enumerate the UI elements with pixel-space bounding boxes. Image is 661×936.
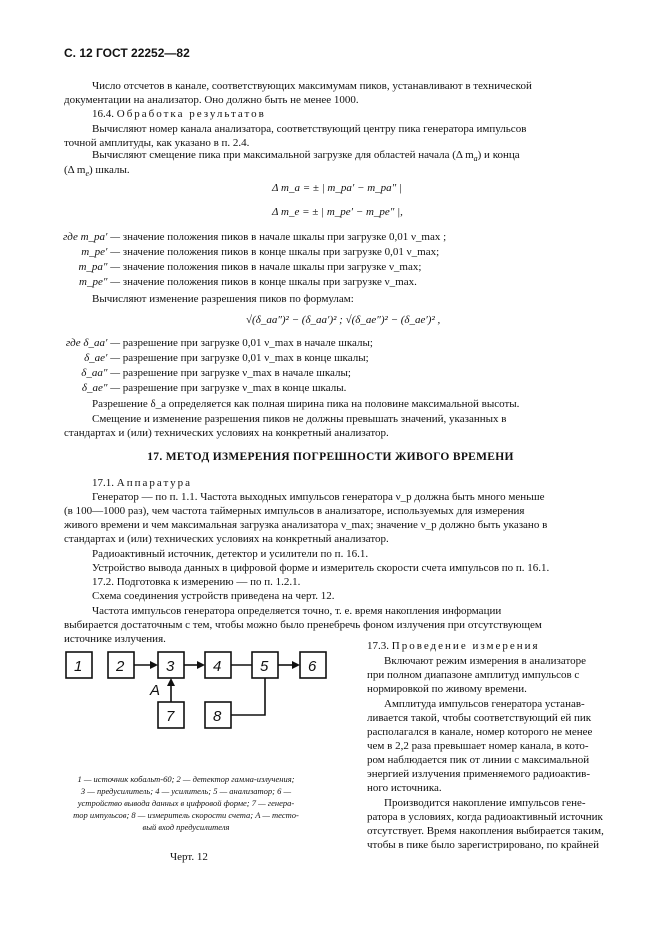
para-2-sub: a — [473, 154, 478, 164]
scheme-line: Схема соединения устройств приведена на черт. 12. — [92, 590, 335, 602]
arrowhead — [150, 661, 158, 669]
formula-delta-ma: Δ m_a = ± | m_pa′ − m_pa″ | — [272, 182, 403, 194]
def-desc: разрешение при загрузке ν_max в конце шкалы. — [122, 382, 347, 394]
def-term: m_pe″ — — [79, 276, 120, 288]
subsection-number: 16.4. — [92, 108, 114, 120]
subsection-number: 17.3. — [367, 640, 389, 652]
para-3: Вычисляют изменение разрешения пиков по формулам: — [92, 293, 354, 305]
def-item — [42, 275, 417, 289]
text-line: ливается такой, чтобы соответствующий ей пик — [367, 712, 592, 724]
intro-line-2: документации на анализатор. Оно должно быть не менее 1000. — [64, 94, 359, 106]
para-1-line-2: точной амплитуды, как указано в п. 2.4. — [64, 137, 250, 149]
subsection-17-1-heading — [92, 476, 192, 491]
para-5-line-2: стандартах и (или) технических условиях на конкретный анализатор. — [64, 427, 389, 439]
line-5-8 — [231, 678, 265, 715]
para-2b-sub: e — [85, 169, 89, 179]
connection-diagram — [60, 646, 350, 766]
legend-line: вый вход предусилителя — [142, 822, 230, 832]
intro-line-1: Число отсчетов в канале, соответствующих максимумам пиков, устанавливают в технической — [92, 80, 532, 92]
text-line: чем в 2,2 раза превышает номер канала, в кото- — [367, 740, 589, 752]
text-line: Включают режим измерения в анализаторе — [384, 655, 587, 667]
generator-line-4: стандартах и (или) технических условиях на конкретный анализатор. — [64, 533, 389, 545]
frequency-line-3: источнике излучения. — [64, 633, 166, 645]
source-line: Радиоактивный источник, детектор и усилители по п. 16.1. — [92, 548, 369, 560]
box-label: 4 — [213, 658, 222, 675]
text-line: чтобы в пике было зарегистрировано, по крайней — [367, 839, 600, 851]
def-item — [42, 260, 421, 274]
box-label: 1 — [74, 658, 83, 675]
para-2-text: Вычисляют смещение пика при максимальной загрузке для областей начала (Δ m — [92, 149, 474, 161]
text-line: отсутствует. Время накопления выбирается таким, — [367, 825, 604, 837]
generator-line-1: Генератор — по п. 1.1. Частота выходных импульсов генератора ν_p должна быть много меньше — [92, 491, 545, 503]
def-term: m_pe′ — — [81, 246, 120, 258]
para-2-line-2 — [64, 163, 130, 182]
legend-line: 3 — предусилитель; 4 — усилитель; 5 — анализатор; 6 — — [80, 786, 292, 796]
para-5-line-1: Смещение и изменение разрешения пиков не должны превышать значений, указанных в — [92, 413, 507, 425]
text-line: ного источника. — [367, 782, 442, 794]
def-term: где δ_aa′ — — [65, 337, 120, 349]
def-desc: значение положения пиков в конце шкалы при загрузке ν_max. — [122, 276, 417, 288]
preparation-line: 17.2. Подготовка к измерению — по п. 1.2.1. — [92, 576, 301, 588]
def-item — [42, 245, 439, 259]
box-5 — [252, 652, 278, 678]
para-2b-end: ) шкалы. — [89, 164, 130, 176]
section-17-title: 17. МЕТОД ИЗМЕРЕНИЯ ПОГРЕШНОСТИ ЖИВОГО ВРЕМЕНИ — [147, 451, 514, 463]
text-line: энергией излучения применяемого радиоактив- — [367, 768, 591, 780]
text-line: при полном диапазоне амплитуд импульсов с — [367, 669, 580, 681]
legend-line: устройство вывода данных в цифровой форме; 7 — генера- — [77, 798, 295, 808]
frequency-line-2: выбирается достаточным с тем, чтобы можно было пренебречь фоном излучения при отсутствующем — [64, 619, 542, 631]
box-label: 3 — [166, 658, 175, 675]
def-desc: значение положения пиков в начале шкалы при загрузке ν_max; — [122, 261, 422, 273]
box-1 — [66, 652, 92, 678]
generator-line-2: (в 100—1000 раз), чем частота таймерных импульсов в анализаторе, используемых для измерения — [64, 505, 525, 517]
figure-caption: Черт. 12 — [170, 851, 208, 863]
def-item — [42, 351, 369, 365]
text-line: нормировкой по живому времени. — [367, 683, 527, 695]
page-header: С. 12 ГОСТ 22252—82 — [64, 46, 190, 60]
subsection-title: Аппаратура — [116, 477, 192, 489]
para-2-end: ) и конца — [477, 149, 520, 161]
legend-line: 1 — источник кобальт-60; 2 — детектор гамма-излучения; — [77, 774, 295, 784]
def-item — [42, 381, 346, 395]
para-2b-text: (Δ m — [64, 164, 86, 176]
para-4: Разрешение δ_a определяется как полная ширина пика на половине максимальной высоты. — [92, 398, 520, 410]
frequency-line-1: Частота импульсов генератора определяется точно, т. е. время накопления информации — [92, 605, 502, 617]
subsection-16-4-heading — [92, 107, 266, 122]
text-line: ратора в условиях, когда радиоактивный источник — [367, 811, 603, 823]
box-label: 5 — [260, 658, 269, 675]
def-term: где m_pa′ — — [62, 231, 120, 243]
text-line: располагался в канале, номер которого не менее — [367, 726, 593, 738]
def-item — [42, 366, 351, 380]
formula-delta-me: Δ m_e = ± | m_pe′ − m_pe″ |, — [272, 206, 403, 218]
para-1-line-1: Вычисляют номер канала анализатора, соответствующий центру пика генератора импульсов — [92, 123, 527, 135]
def-desc: значение положения пиков в конце шкалы при загрузке 0,01 ν_max; — [122, 246, 440, 258]
text-line: Амплитуда импульсов генератора устанав- — [384, 698, 585, 710]
def-term: m_pa″ — — [78, 261, 120, 273]
box-label: 6 — [308, 658, 317, 675]
subsection-title: Проведение измерения — [391, 640, 540, 652]
arrowhead — [167, 678, 175, 686]
def-term: δ_ae″ — — [81, 382, 120, 394]
def-desc: разрешение при загрузке 0,01 ν_max в конце шкалы; — [122, 352, 369, 364]
formula-resolution: √(δ_aa″)² − (δ_aa′)² ; √(δ_ae″)² − (δ_ae′)² , — [246, 314, 441, 326]
test-input-label: A — [150, 682, 161, 699]
subsection-17-3-heading — [367, 639, 540, 654]
subsection-title: Обработка результатов — [116, 108, 266, 120]
box-6 — [300, 652, 326, 678]
arrowhead — [197, 661, 205, 669]
def-term: δ_aa″ — — [81, 367, 120, 379]
box-label: 2 — [116, 658, 125, 675]
subsection-number: 17.1. — [92, 477, 114, 489]
text-line: ром наблюдается пик от линии с максимальной — [367, 754, 590, 766]
para-2-line-1 — [92, 148, 520, 167]
legend-line: тор импульсов; 8 — измеритель скорости счета; A — тесто- — [73, 810, 299, 820]
def-item — [42, 230, 446, 244]
text-line: Производится накопление импульсов гене- — [384, 797, 586, 809]
box-8 — [205, 702, 231, 728]
def-desc: значение положения пиков в начале шкалы при загрузке 0,01 ν_max ; — [122, 231, 447, 243]
box-3 — [158, 652, 184, 678]
def-term: δ_ae′ — — [84, 352, 120, 364]
box-label: 7 — [166, 708, 175, 725]
generator-line-3: живого времени и чем максимальная загрузка анализатора ν_max; значение ν_p должно быть указано в — [64, 519, 548, 531]
box-label: 8 — [213, 708, 222, 725]
box-7 — [158, 702, 184, 728]
box-2 — [108, 652, 134, 678]
box-4 — [205, 652, 231, 678]
device-line: Устройство вывода данных в цифровой форме и измеритель скорости счета импульсов по п. 16.1. — [92, 562, 550, 574]
def-desc: разрешение при загрузке 0,01 ν_max в начале шкалы; — [122, 337, 373, 349]
def-item — [42, 336, 373, 350]
def-desc: разрешение при загрузке ν_max в начале шкалы; — [122, 367, 351, 379]
arrowhead — [292, 661, 300, 669]
